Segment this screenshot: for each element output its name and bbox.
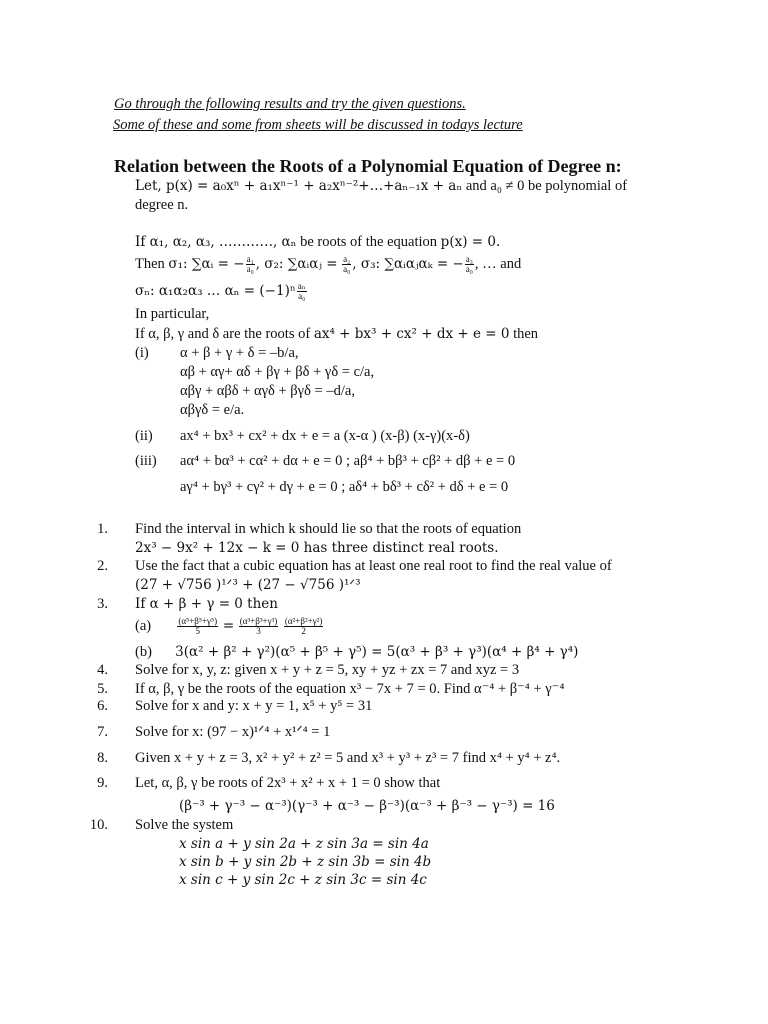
and-word: , … and	[474, 255, 522, 272]
item-iii-line-2: aγ⁴ + bγ³ + cγ² + dγ + e = 0 ; aδ⁴ + bδ³ + cδ² + dδ + e = 0	[180, 479, 509, 495]
question-text: Solve the system	[135, 817, 234, 833]
item-i-label: (i)	[135, 345, 149, 361]
sigman: σₙ: α₁α₂α₃ … αₙ = (−1)ⁿ	[135, 282, 296, 299]
q3-a-frac-0: $\frac{\text{(α⁵+β⁵+γ⁵)}}{5}$	[178, 616, 218, 636]
theory-sigman	[135, 282, 308, 301]
question-text: If α, β, γ be the roots of the equation x³ − 7x + 7 = 0. Find α⁻⁴ + β⁻⁴ + γ⁻⁴	[135, 681, 565, 697]
question-number: 10.	[89, 817, 108, 833]
sigma3-fraction: $\frac{\text{a₃}}{\text{a₀}}$	[465, 254, 473, 274]
sigma2: , σ₂: ∑αᵢαⱼ =	[255, 255, 338, 272]
question-text: (β⁻³ + γ⁻³ − α⁻³)(γ⁻³ + α⁻³ − β⁻³)(α⁻³ + β⁻³ − γ⁻³) = 16	[179, 798, 555, 814]
sigma1: σ₁: ∑αᵢ = −	[168, 255, 245, 272]
q3-a-equals: =	[222, 617, 235, 634]
q3-b-equation: 3(α² + β² + γ²)(α⁵ + β⁵ + γ⁵) = 5(α³ + β³ + γ³)(α⁴ + β⁴ + γ⁴)	[175, 644, 579, 660]
question-number: 1.	[97, 521, 108, 537]
question-text: Solve for x and y: x + y = 1, x⁵ + y⁵ = 31	[135, 698, 373, 714]
roots-equation: p(x) = 0.	[440, 234, 501, 250]
question-number: 5.	[97, 681, 108, 697]
particular-text: In particular,	[135, 306, 210, 322]
question-number: 6.	[97, 698, 108, 714]
theory-let	[135, 178, 627, 195]
question-text: Let, α, β, γ be roots of 2x³ + x² + x + 1 = 0 show that	[135, 775, 441, 791]
q3-part-a	[135, 617, 324, 636]
theory-degree: degree n.	[135, 197, 189, 213]
intro-line-2: Some of these and some from sheets will be discussed in todays lecture	[113, 117, 523, 133]
question-text: If α + β + γ = 0 then	[135, 596, 278, 612]
sigman-fraction: $\frac{\text{aₙ}}{\text{a₀}}$	[297, 281, 306, 301]
question-text: (27 + √756 )¹ᐟ³ + (27 − √756 )¹ᐟ³	[135, 577, 361, 593]
question-number: 3.	[97, 596, 108, 612]
q3-a-frac-1: $\frac{\text{(α³+β³+γ³)}}{3}$	[239, 616, 278, 636]
roots-text: be roots of the equation	[300, 234, 438, 250]
question-number: 2.	[97, 558, 108, 574]
item-i-line-4: αβγδ = e/a.	[180, 402, 245, 418]
question-number: 4.	[97, 662, 108, 678]
item-i-line-3: αβγ + αβδ + αγδ + βγδ = –d/a,	[180, 383, 355, 399]
theory-if-roots	[135, 234, 500, 251]
quartic-line	[135, 326, 538, 343]
roots-list: If α₁, α₂, α₃, …………, αₙ	[135, 234, 297, 250]
item-ii-line: ax⁴ + bx³ + cx² + dx + e = a (x-α ) (x-β) (x-γ)(x-δ)	[180, 428, 470, 444]
q3-a-label: (a)	[135, 617, 152, 634]
item-iii-line-1: aα⁴ + bα³ + cα² + dα + e = 0 ; aβ⁴ + bβ³ + cβ² + dβ + e = 0	[180, 453, 516, 469]
q3-b-label: (b)	[135, 644, 152, 660]
then-word: Then	[135, 255, 165, 272]
quartic-then: then	[513, 326, 539, 342]
polynomial-condition: and a₀ ≠ 0 be polynomial of	[465, 178, 628, 194]
system-equation-1: x sin a + y sin 2a + z sin 3a = sin 4a	[179, 836, 429, 852]
sigma3: , σ₃: ∑αᵢαⱼαₖ = −	[352, 255, 464, 272]
q3-a-frac-2: $\frac{\text{(α²+β²+γ²)}}{2}$	[284, 616, 323, 636]
question-text: Solve for x, y, z: given x + y + z = 5, xy + yz + zx = 7 and xyz = 3	[135, 662, 520, 678]
system-equation-2: x sin b + y sin 2b + z sin 3b = sin 4b	[179, 854, 432, 870]
sigma1-fraction: $\frac{\text{a₁}}{\text{a₀}}$	[246, 254, 254, 274]
item-ii-label: (ii)	[135, 428, 153, 444]
quartic-intro: If α, β, γ and δ are the roots of	[135, 326, 311, 342]
question-text: Solve for x: (97 − x)¹ᐟ⁴ + x¹ᐟ⁴ = 1	[135, 724, 331, 740]
question-text: Use the fact that a cubic equation has at least one real root to find the real value of	[135, 558, 612, 574]
section-heading: Relation between the Roots of a Polynomial Equation of Degree n:	[114, 156, 622, 176]
question-number: 9.	[97, 775, 108, 791]
polynomial-definition: Let, p(x) = a₀xⁿ + a₁xⁿ⁻¹ + a₂xⁿ⁻²+…+aₙ₋₁x + aₙ	[135, 178, 463, 194]
theory-sigma-line	[135, 255, 521, 274]
question-text: Find the interval in which k should lie so that the roots of equation	[135, 521, 522, 537]
question-text: 2x³ − 9x² + 12x − k = 0 has three distinct real roots.	[135, 540, 499, 556]
system-equation-3: x sin c + y sin 2c + z sin 3c = sin 4c	[179, 872, 427, 888]
item-i-line-1: α + β + γ + δ = –b/a,	[180, 345, 299, 361]
question-number: 7.	[97, 724, 108, 740]
q3-part-b	[135, 644, 578, 661]
sigma2-fraction: $\frac{\text{a₂}}{\text{a₀}}$	[343, 254, 351, 274]
quartic-equation: ax⁴ + bx³ + cx² + dx + e = 0	[313, 326, 510, 342]
intro-line-1: Go through the following results and try the given questions.	[114, 96, 466, 112]
item-iii-label: (iii)	[135, 453, 157, 469]
item-i-line-2: αβ + αγ+ αδ + βγ + βδ + γδ = c/a,	[180, 364, 375, 380]
question-number: 8.	[97, 750, 108, 766]
question-text: Given x + y + z = 3, x² + y² + z² = 5 and x³ + y³ + z³ = 7 find x⁴ + y⁴ + z⁴.	[135, 750, 561, 766]
